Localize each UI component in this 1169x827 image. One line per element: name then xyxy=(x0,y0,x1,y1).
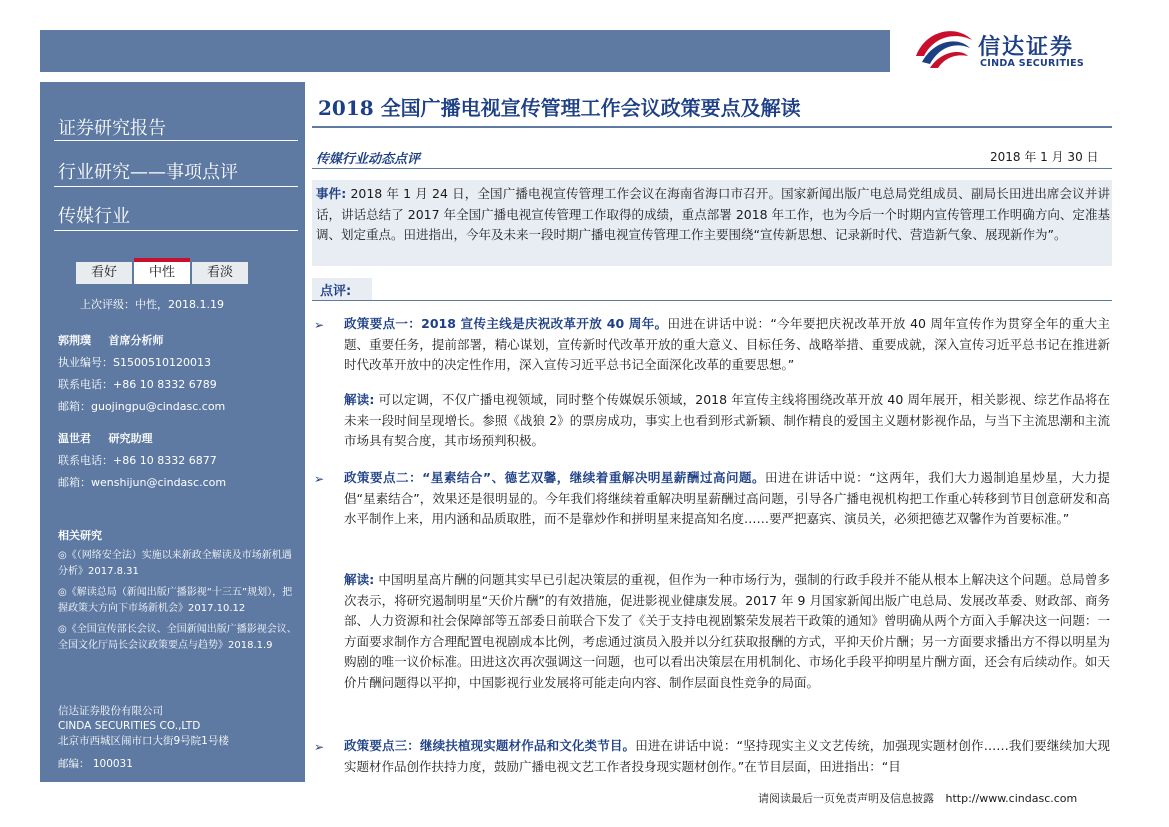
page-footer xyxy=(758,790,1077,806)
cinda-logo xyxy=(912,26,1132,74)
company-name-en: CINDA SECURITIES CO.,LTD xyxy=(58,720,201,732)
logo-name-cn: 信达证券 xyxy=(978,35,1075,60)
policy-point-body: 田进在讲话中说：“今年要把庆祝改革开放 40 周年宣传作为贯穿全年的重大主题、重要任务，提前部署，精心谋划，宣传新时代改革开放的重大意义、目标任务、战略举措、重要成就，深入宣传习近平总书记在推进新时代改革开放中的决定性作用，深入宣传习近平总书记全面深化改革的重要思想。” xyxy=(344,316,1110,372)
policy-point-heading: 政策要点二：“星素结合”、德艺双馨，继续着重解决明星薪酬过高问题。 xyxy=(344,470,766,485)
subtitle-divider xyxy=(312,168,1112,169)
related-research xyxy=(58,528,298,659)
event-label: 事件: xyxy=(316,186,347,201)
footer-url[interactable]: http://www.cindasc.com xyxy=(945,792,1078,805)
logo-swoosh-icon xyxy=(912,26,976,70)
header-banner xyxy=(40,30,890,72)
analyst-name: 郭荆璞 xyxy=(58,334,91,347)
sidebar-divider xyxy=(54,186,298,187)
comment-divider xyxy=(312,300,1112,301)
company-address: 北京市西城区闹市口大街9号院1号楼 xyxy=(58,735,229,747)
rating-neutral: 中性 xyxy=(134,258,190,284)
policy-point xyxy=(344,736,1110,778)
analyst-name: 温世君 xyxy=(58,432,91,445)
report-subtitle: 传媒行业动态点评 xyxy=(316,152,421,167)
company-info xyxy=(58,704,298,772)
policy-point xyxy=(344,314,1110,376)
analyst-card xyxy=(58,330,225,418)
interpretation-text: 可以定调，不仅广播电视领域，同时整个传媒娱乐领域，2018 年宣传主线将围绕改革开放 40 周年展开，相关影视、综艺作品将在未来一段时间呈现增长。参照《战狼 2》的票房成功，事实上也看到形式新颖、制作精良的爱国主义题材影视作品，与当下主流思潮和主流市场具有契合度，其市场预判积极。 xyxy=(344,392,1111,448)
policy-point xyxy=(344,468,1110,530)
analyst-role: 首席分析师 xyxy=(108,334,164,347)
company-postcode: 邮编： 100031 xyxy=(58,758,133,770)
analyst-card xyxy=(58,428,226,494)
analyst-cert: 执业编号：S1500510120013 xyxy=(58,356,211,369)
sidebar-divider xyxy=(54,140,298,141)
related-research-item[interactable]: ◎《（网络安全法）实施以来新政全解读及市场新机遇分析》2017.8.31 xyxy=(58,550,292,577)
title-divider xyxy=(312,126,1112,128)
footer-disclaimer: 请阅读最后一页免责声明及信息披露 xyxy=(758,792,934,805)
analyst-phone: 联系电话：+86 10 8332 6877 xyxy=(58,454,217,467)
sidebar xyxy=(40,82,305,782)
report-date: 2018 年 1 月 30 日 xyxy=(990,150,1099,164)
policy-point-body: 田进在讲话中说：“坚持现实主义文艺传统，加强现实题材创作……我们要继续加大现实题材作品创作扶持力度，鼓励广播电视文艺工作者投身现实题材创作。”在节目层面，田进指出：“目 xyxy=(344,738,1110,774)
policy-point-heading: 政策要点三：继续扶植现实题材作品和文化类节目。 xyxy=(344,738,636,753)
bullet-icon: ➢ xyxy=(314,472,325,486)
report-category: 行业研究——事项点评 xyxy=(58,162,238,183)
logo-name-en: CINDA SECURITIES xyxy=(980,58,1085,69)
policy-point-body: 田进在讲话中说：“这两年，我们大力遏制追星炒星，大力提倡“星素结合”，效果还是很明显的。今年我们将继续着重解决明星薪酬过高问题，引导各广播电视机构把工作重心转移到节目创意研发和高水平制作上来，用内涵和品质取胜，而不是靠炒作和拼明星来提高知名度……要严把嘉宾、演员关，必须把德艺双馨作为首要标准。” xyxy=(344,470,1110,526)
policy-point-heading: 政策要点一：2018 宣传主线是庆祝改革开放 40 周年。 xyxy=(344,316,668,331)
bullet-icon: ➢ xyxy=(314,740,325,754)
interpretation xyxy=(344,570,1110,693)
rating-positive: 看好 xyxy=(76,262,132,284)
interpretation xyxy=(344,390,1110,452)
rating-negative: 看淡 xyxy=(192,262,248,284)
analyst-email[interactable]: 邮箱：wenshijun@cindasc.com xyxy=(58,476,227,489)
analyst-email[interactable]: 邮箱：guojingpu@cindasc.com xyxy=(58,400,226,413)
event-text: 2018 年 1 月 24 日，全国广播电视宣传管理工作会议在海南省海口市召开。国家新闻出版广电总局党组成员、副局长田进出席会议并讲话，讲话总结了 2017 年全国广播电视宣传管理工作取得的成绩，重点部署 2018 年工作，也为今后一个时期内宣传管理工作明确方向、定准基调、划定重点。田进指出，今年及未来一段时期广播电视宣传管理工作主要围绕“宣传新思想、记录新时代、营造新气象、展现新作为”。 xyxy=(316,186,1110,242)
bullet-icon: ➢ xyxy=(314,318,325,332)
sidebar-divider xyxy=(54,230,298,231)
last-rating: 上次评级：中性，2018.1.19 xyxy=(80,298,224,311)
interpretation-label: 解读: xyxy=(344,572,375,587)
report-type: 证券研究报告 xyxy=(58,118,166,139)
related-research-heading: 相关研究 xyxy=(58,529,102,542)
comment-label: 点评: xyxy=(312,278,372,300)
interpretation-label: 解读: xyxy=(344,392,375,407)
industry-name: 传媒行业 xyxy=(58,206,130,227)
related-research-item[interactable]: ◎《解读总局（新闻出版广播影视“十三五”规划），把握政策大方向下市场新机会》2017.10.12 xyxy=(58,587,293,614)
analyst-role: 研究助理 xyxy=(108,432,153,445)
company-name-cn: 信达证券股份有限公司 xyxy=(58,705,163,717)
interpretation-text: 中国明星高片酬的问题其实早已引起决策层的重视，但作为一种市场行为，强制的行政手段并不能从根本上解决这个问题。总局曾多次表示，将研究遏制明星“天价片酬”的有效措施，促进影视业健康发展。2017 年 9 月国家新闻出版广电总局、发展改革委、财政部、商务部、人力资源和社会保障部等五部委日前联合下发了《关于支持电视剧繁荣发展若干政策的通知》曾明确从两个方面入手解决这一问题：一方面要求制作方合理配置电视剧成本比例，考虑通过演员入股并以分红获取报酬的方式，平抑天价片酬；另一方面要求播出方不得以明星为购剧的唯一议价标准。田进这次再次强调这一问题，也可以看出决策层在用机制化、市场化手段平抑明星片酬方面，还会有后续动作。如天价片酬问题得以平抑，中国影视行业发展将可能走向内容、制作层面良性竞争的局面。 xyxy=(344,572,1110,690)
analyst-phone: 联系电话：+86 10 8332 6789 xyxy=(58,378,217,391)
related-research-item[interactable]: ◎《全国宣传部长会议、全国新闻出版广播影视会议、全国文化厅局长会议政策要点与趋势》2018.1.9 xyxy=(58,624,297,651)
event-paragraph xyxy=(316,184,1110,246)
rating-selector xyxy=(76,256,250,284)
report-title: 2018 全国广播电视宣传管理工作会议政策要点及解读 xyxy=(318,96,801,120)
